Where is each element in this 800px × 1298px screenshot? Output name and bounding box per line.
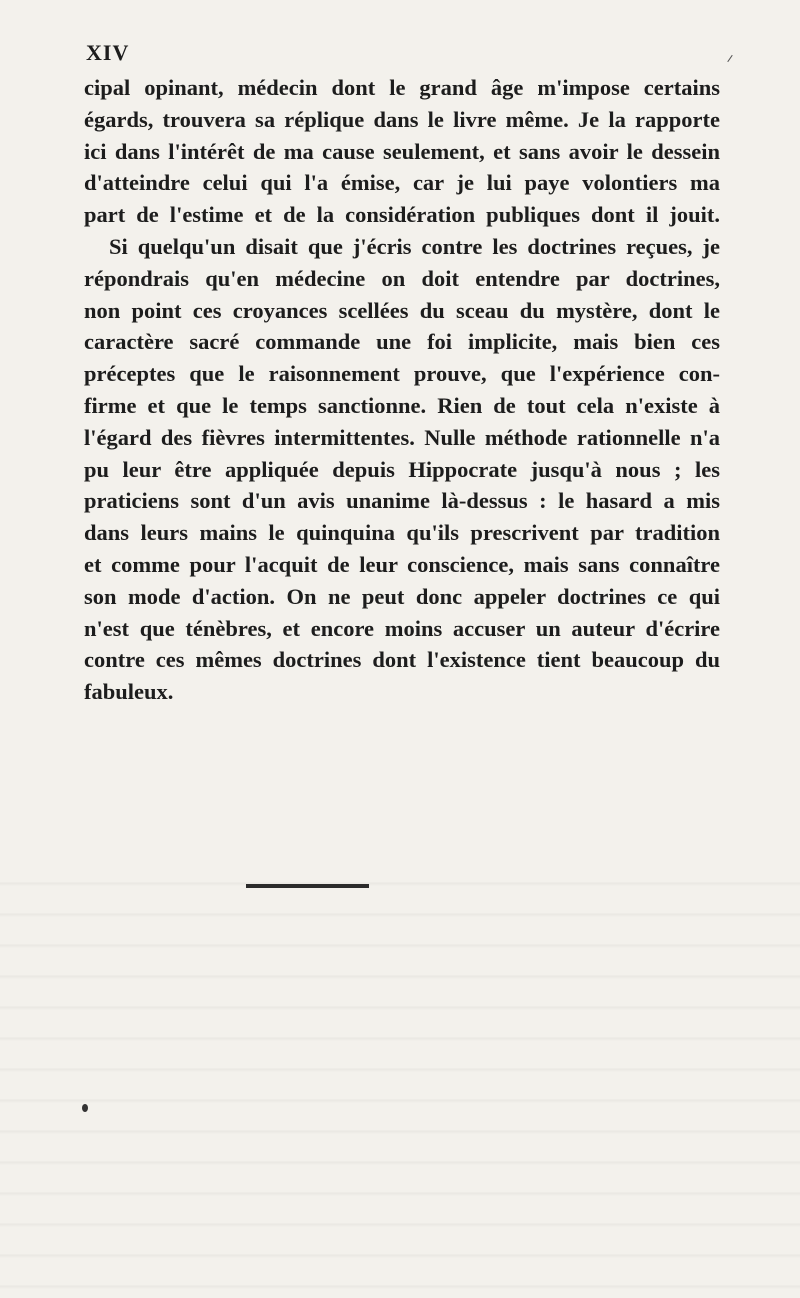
text-line: égards, trouvera sa réplique dans le livre même. Je la rapporte: [84, 106, 720, 132]
text-line: et comme pour l'acquit de leur conscience, mais sans connaître: [84, 551, 720, 577]
bleed-through-texture: [0, 860, 800, 1298]
text-line: Si quelqu'un disait que j'écris contre les doctrines reçues, je: [109, 233, 720, 259]
text-line: d'atteindre celui qui l'a émise, car je lui paye volontiers ma: [84, 170, 720, 196]
text-line: dans leurs mains le quinquina qu'ils prescrivent par tradition: [84, 520, 720, 546]
text-line: caractère sacré commande une foi implicite, mais bien ces: [84, 329, 720, 355]
text-line: préceptes que le raisonnement prouve, que l'expérience con-: [84, 361, 720, 387]
section-rule: [246, 884, 369, 888]
text-line: son mode d'action. On ne peut donc appeler doctrines ce qui: [84, 583, 720, 609]
text-line: non point ces croyances scellées du sceau du mystère, dont le: [84, 297, 720, 323]
body-paragraph: [84, 72, 720, 708]
margin-mark: [727, 55, 732, 62]
text-line: l'égard des fièvres intermittentes. Nulle méthode rationnelle n'a: [84, 424, 720, 450]
text-line: praticiens sont d'un avis unanime là-dessus : le hasard a mis: [84, 488, 720, 514]
text-line: contre ces mêmes doctrines dont l'existence tient beaucoup du: [84, 647, 720, 673]
text-line: pu leur être appliquée depuis Hippocrate jusqu'à nous ; les: [84, 456, 720, 482]
text-line-last: fabuleux.: [84, 679, 174, 705]
text-line: ici dans l'intérêt de ma cause seulement, et sans avoir le dessein: [84, 138, 720, 164]
text-line: cipal opinant, médecin dont le grand âge m'impose certains: [84, 75, 720, 100]
text-line: n'est que ténèbres, et encore moins accuser un auteur d'écrire: [84, 615, 720, 641]
ink-spot: [82, 1104, 88, 1112]
text-line: part de l'estime et de la considération publiques dont il jouit.: [84, 202, 720, 228]
page-number: XIV: [86, 40, 130, 65]
text-line: répondrais qu'en médecine on doit entendre par doctrines,: [84, 265, 720, 291]
text-line: firme et que le temps sanctionne. Rien de tout cela n'existe à: [84, 392, 720, 418]
